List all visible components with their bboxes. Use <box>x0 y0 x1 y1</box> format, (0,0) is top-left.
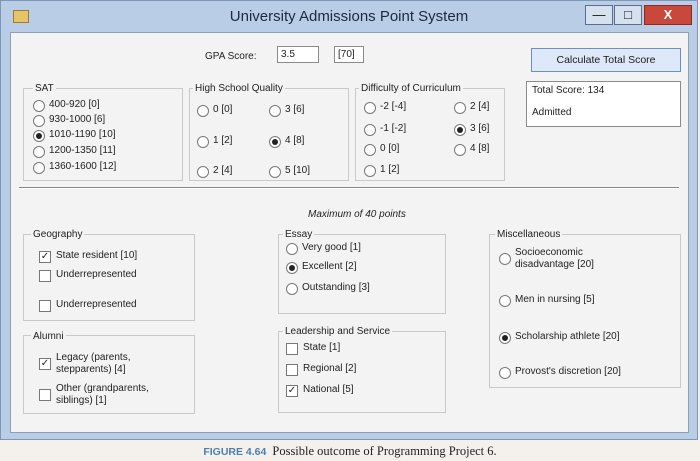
radio-selected-icon <box>286 262 298 274</box>
geography-header: Geography <box>33 229 83 240</box>
radio-icon <box>197 136 209 148</box>
figure-caption <box>0 444 700 459</box>
hs-quality-option-5[interactable]: 5 [10] <box>269 165 310 178</box>
checkbox-icon <box>286 364 298 376</box>
curriculum-option-3[interactable]: 3 [6] <box>454 123 489 136</box>
minimize-button[interactable]: — <box>585 5 613 25</box>
leadership-item-national[interactable]: ✓ National [5] <box>287 384 354 396</box>
hs-quality-option-2[interactable]: 2 [4] <box>197 165 232 178</box>
figure-caption-text: Possible outcome of Programming Project 6. <box>272 444 497 458</box>
max-points-note: Maximum of 40 points <box>308 209 406 220</box>
misc-option-socioeconomic[interactable]: Socioeconomic disadvantage [20] <box>499 247 594 271</box>
radio-icon <box>33 162 45 174</box>
sat-option-3[interactable]: 1200-1350 [11] <box>33 145 116 158</box>
radio-icon <box>454 102 466 114</box>
checkmark-icon: ✓ <box>40 358 50 369</box>
radio-selected-icon <box>269 136 281 148</box>
curriculum-option-neg2[interactable]: -2 [-4] <box>364 101 406 114</box>
title-bar[interactable] <box>1 1 697 31</box>
essay-option-outstanding[interactable]: Outstanding [3] <box>286 282 370 295</box>
total-score-text: Total Score: 134 <box>532 85 605 96</box>
radio-icon <box>286 283 298 295</box>
calculate-total-score-button[interactable]: Calculate Total Score <box>531 48 681 72</box>
hs-quality-option-4[interactable]: 4 [8] <box>269 135 304 148</box>
admission-status-text: Admitted <box>532 107 572 118</box>
radio-icon <box>364 102 376 114</box>
hs-quality-option-1[interactable]: 1 [2] <box>197 135 232 148</box>
sat-option-4[interactable]: 1360-1600 [12] <box>33 161 116 174</box>
curriculum-option-neg1[interactable]: -1 [-2] <box>364 123 406 136</box>
radio-icon <box>364 124 376 136</box>
radio-icon <box>269 166 281 178</box>
radio-icon <box>269 105 281 117</box>
gpa-input[interactable]: 3.5 <box>277 46 319 63</box>
window-title: University Admissions Point System <box>229 8 469 25</box>
radio-icon <box>364 165 376 177</box>
radio-icon <box>33 146 45 158</box>
hs-quality-header: High School Quality <box>195 83 283 94</box>
essay-option-excellent[interactable]: Excellent [2] <box>286 261 356 274</box>
radio-icon <box>33 115 45 127</box>
sat-option-0[interactable]: 400-920 [0] <box>33 99 100 112</box>
sat-option-1[interactable]: 930-1000 [6] <box>33 114 105 127</box>
alumni-item-legacy[interactable]: ✓ Legacy (parents, stepparents) [4] <box>40 352 131 375</box>
curriculum-header: Difficulty of Curriculum <box>361 83 461 94</box>
checkbox-icon <box>39 300 51 312</box>
checkmark-icon: ✓ <box>287 385 297 396</box>
essay-option-very-good[interactable]: Very good [1] <box>286 242 361 255</box>
radio-icon <box>499 295 511 307</box>
radio-icon <box>286 243 298 255</box>
curriculum-option-1[interactable]: 1 [2] <box>364 164 399 177</box>
radio-selected-icon <box>499 332 511 344</box>
misc-header: Miscellaneous <box>497 229 561 240</box>
sat-option-2[interactable]: 1010-1190 [10] <box>33 129 116 142</box>
geography-item-underrepresented-1[interactable]: Underrepresented <box>39 269 137 282</box>
essay-header: Essay <box>285 229 313 240</box>
misc-option-provost-discretion[interactable]: Provost's discretion [20] <box>499 366 621 379</box>
checkmark-icon: ✓ <box>40 251 50 262</box>
section-divider <box>19 187 679 189</box>
radio-icon <box>454 144 466 156</box>
misc-option-men-in-nursing[interactable]: Men in nursing [5] <box>499 294 595 307</box>
checkbox-icon <box>39 389 51 401</box>
gpa-label: GPA Score: <box>205 51 257 62</box>
radio-icon <box>197 166 209 178</box>
misc-option-scholarship-athlete[interactable]: Scholarship athlete [20] <box>499 331 620 344</box>
leadership-item-regional[interactable]: Regional [2] <box>286 363 356 376</box>
geography-item-state-resident[interactable]: ✓ State resident [10] <box>40 250 138 262</box>
leadership-header: Leadership and Service <box>285 326 391 337</box>
radio-selected-icon <box>454 124 466 136</box>
curriculum-option-2[interactable]: 2 [4] <box>454 101 489 114</box>
checkbox-icon <box>39 270 51 282</box>
radio-icon <box>197 105 209 117</box>
hs-quality-option-3[interactable]: 3 [6] <box>269 104 304 117</box>
leadership-item-state[interactable]: State [1] <box>286 342 340 355</box>
radio-icon <box>364 144 376 156</box>
close-button[interactable]: X <box>644 5 692 25</box>
result-output-box <box>526 81 681 127</box>
radio-icon <box>33 100 45 112</box>
geography-item-underrepresented-2[interactable]: Underrepresented <box>39 299 137 312</box>
sat-header: SAT <box>35 83 54 94</box>
form-client-area <box>10 32 689 433</box>
maximize-button[interactable]: □ <box>614 5 642 25</box>
checkbox-icon <box>286 343 298 355</box>
radio-icon <box>499 367 511 379</box>
gpa-points-box: [70] <box>334 46 364 63</box>
radio-selected-icon <box>33 130 45 142</box>
alumni-item-other[interactable]: Other (grandparents, siblings) [1] <box>39 383 149 407</box>
curriculum-option-0[interactable]: 0 [0] <box>364 143 399 156</box>
radio-icon <box>499 253 511 265</box>
figure-number: FIGURE 4.64 <box>203 446 267 458</box>
curriculum-option-4[interactable]: 4 [8] <box>454 143 489 156</box>
alumni-header: Alumni <box>33 331 64 342</box>
hs-quality-option-0[interactable]: 0 [0] <box>197 104 232 117</box>
